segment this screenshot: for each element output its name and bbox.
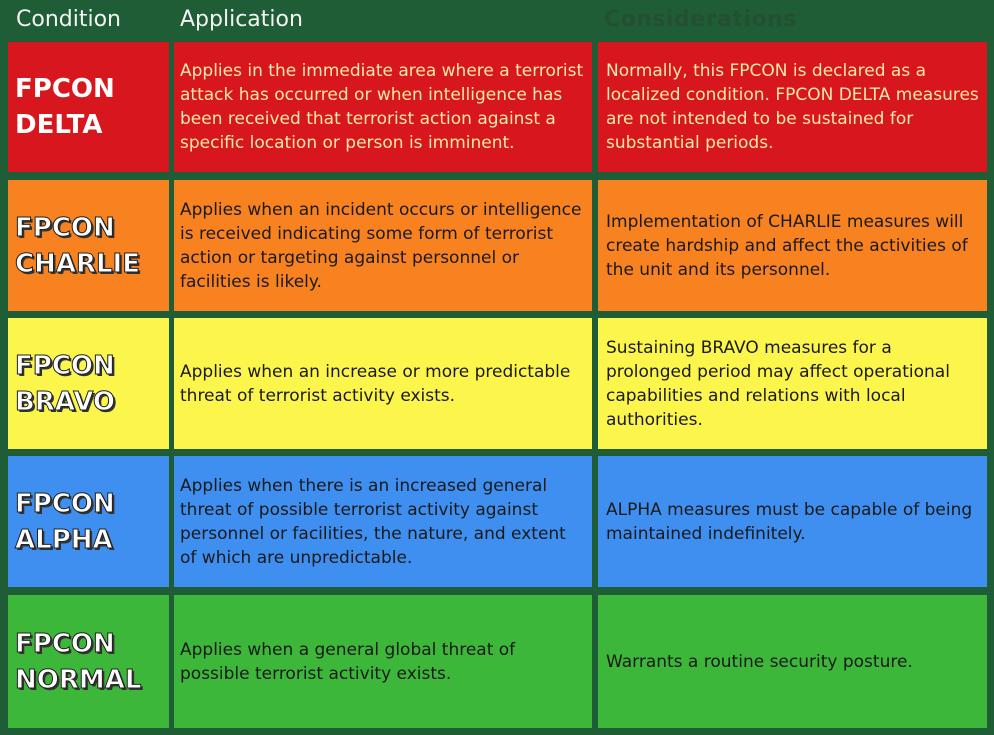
condition-cell-alpha	[8, 456, 169, 587]
application-text-normal: Applies when a general global threat of possible terrorist activity exists.	[180, 639, 516, 684]
considerations-text-charlie: Implementation of CHARLIE measures will create hardship and affect the activities of the unit and its personnel.	[606, 211, 968, 280]
application-cell-normal	[174, 595, 592, 728]
condition-label-bravo	[15, 348, 115, 420]
condition-label-alpha	[15, 486, 115, 558]
condition-level: ALPHA	[15, 524, 113, 555]
application-text-alpha: Applies when there is an increased general threat of possible terrorist activity against personnel or facilities, the nature, and extent of which are unpredictable.	[180, 475, 566, 568]
condition-level: NORMAL	[15, 664, 142, 695]
condition-label-delta	[15, 71, 115, 143]
condition-prefix: FPCON	[15, 488, 115, 519]
application-cell-delta	[174, 42, 592, 172]
table-row-delta	[0, 42, 994, 172]
considerations-cell-bravo	[598, 318, 987, 449]
considerations-text-alpha: ALPHA measures must be capable of being maintained indefinitely.	[606, 499, 973, 544]
considerations-cell-alpha	[598, 456, 987, 587]
application-cell-bravo	[174, 318, 592, 449]
table-row-charlie	[0, 180, 994, 311]
application-cell-alpha	[174, 456, 592, 587]
condition-label-charlie	[15, 210, 140, 282]
header-considerations: Considerations	[604, 7, 797, 32]
condition-cell-normal	[8, 595, 169, 728]
condition-level: DELTA	[15, 110, 103, 140]
considerations-text-normal: Warrants a routine security posture.	[606, 651, 913, 672]
condition-cell-delta	[8, 42, 169, 172]
table-row-alpha	[0, 456, 994, 587]
condition-cell-bravo	[8, 318, 169, 449]
table-header	[0, 0, 994, 40]
condition-prefix: FPCON	[15, 628, 115, 659]
condition-level: CHARLIE	[15, 248, 140, 279]
application-text-delta: Applies in the immediate area where a terrorist attack has occurred or when intelligence has been received that terrorist action against a specific location or person is imminent.	[180, 61, 584, 153]
table-row-bravo	[0, 318, 994, 449]
considerations-cell-charlie	[598, 180, 987, 311]
header-application: Application	[180, 7, 303, 32]
application-cell-charlie	[174, 180, 592, 311]
condition-prefix: FPCON	[15, 74, 115, 104]
condition-prefix: FPCON	[15, 212, 115, 243]
considerations-text-delta: Normally, this FPCON is declared as a localized condition. FPCON DELTA measures are not intended to be sustained for substantial periods.	[606, 61, 979, 153]
considerations-text-bravo: Sustaining BRAVO measures for a prolonged period may affect operational capabilities and relations with local authorities.	[606, 337, 950, 430]
condition-level: BRAVO	[15, 386, 115, 417]
header-condition: Condition	[16, 7, 121, 32]
table-row-normal	[0, 595, 994, 728]
considerations-cell-delta	[598, 42, 987, 172]
condition-label-normal	[15, 626, 141, 698]
application-text-bravo: Applies when an increase or more predictable threat of terrorist activity exists.	[180, 361, 571, 406]
considerations-cell-normal	[598, 595, 987, 728]
application-text-charlie: Applies when an incident occurs or intelligence is received indicating some form of terrorist action or targeting against personnel or facilities is likely.	[180, 199, 582, 292]
condition-cell-charlie	[8, 180, 169, 311]
condition-prefix: FPCON	[15, 350, 115, 381]
